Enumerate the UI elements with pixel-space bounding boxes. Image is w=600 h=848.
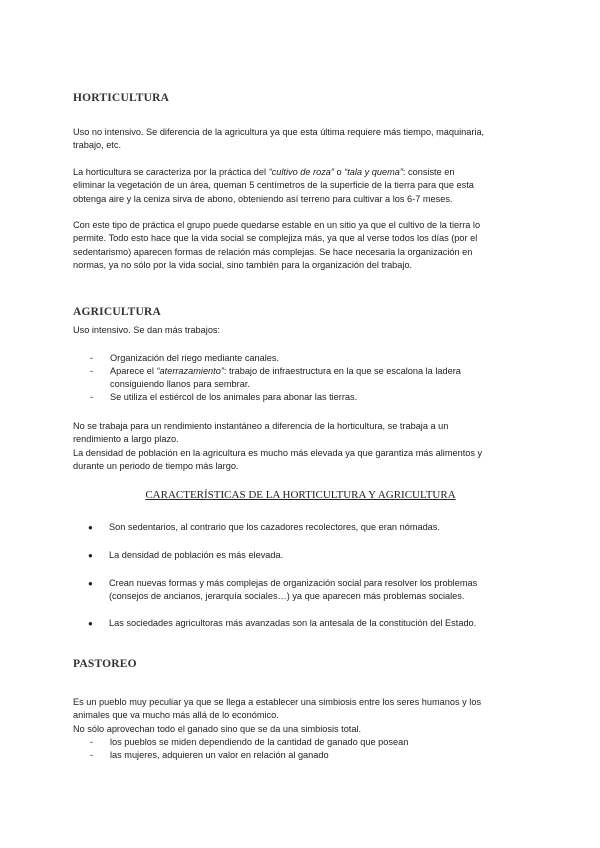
bullet-marker: ● <box>88 523 93 532</box>
text-line: obtenga aire y la ceniza sirva de abono, obteniendo así terreno para cultivar a los 6-7 meses. <box>73 193 453 204</box>
text-line: Es un pueblo muy peculiar ya que se llega a establecer una simbiosis entre los seres humanos y los <box>73 697 482 707</box>
list-item-text: Organización del riego mediante canales. <box>110 353 280 363</box>
list-item-text <box>109 577 529 604</box>
dash-marker: - <box>90 737 94 747</box>
list-item-text: los pueblos se miden dependiendo de la cantidad de ganado que posean <box>110 737 409 747</box>
bullet-marker: ● <box>88 619 93 628</box>
text-segment: Aparece el <box>110 366 157 376</box>
list-item-text: Son sedentarios, al contrario que los cazadores recolectores, que eran nómadas. <box>109 522 440 532</box>
heading-caracteristicas: CARACTERÍSTICAS DE LA HORTICULTURA Y AGRICULTURA <box>145 489 456 501</box>
text-segment: : consiste en <box>402 167 455 177</box>
dash-marker: - <box>90 366 94 376</box>
heading-pastoreo: PASTOREO <box>73 658 137 670</box>
list-item-text: Las sociedades agricultoras más avanzadas son la antesala de la constitución del Estado. <box>109 618 477 628</box>
list-item-text: Se utiliza el estiércol de los animales para abonar las tierras. <box>110 392 358 402</box>
agricultura-intro <box>73 324 528 337</box>
text-line: No sólo aprovechan todo el ganado sino que se da una simbiosis total. <box>73 723 362 734</box>
dash-marker: - <box>90 750 94 760</box>
text-line: trabajo, etc. <box>73 140 122 151</box>
text-line: Uso intensivo. Se dan más trabajos: <box>73 325 221 335</box>
text-segment: o <box>333 167 345 177</box>
list-item-text: La densidad de población es más elevada. <box>109 550 284 560</box>
text-segment: La horticultura se caracteriza por la práctica del <box>73 167 269 177</box>
text-line: Crean nuevas formas y más complejas de organización social para resolver los problemas <box>109 578 478 588</box>
bullet-marker: ● <box>88 551 93 560</box>
list-item-text <box>110 365 520 392</box>
horticultura-paragraph-2 <box>73 166 528 206</box>
text-line: consiguiendo llanos para sembrar. <box>110 379 250 390</box>
text-line: No se trabaja para un rendimiento instantáneo a diferencia de la horticultura, se trabaja a un <box>73 421 449 431</box>
bullet-marker: ● <box>88 579 93 588</box>
dash-marker: - <box>90 392 94 402</box>
text-line: durante un periodo de tiempo más largo. <box>73 460 239 471</box>
text-line: rendimiento a largo plazo. <box>73 434 179 445</box>
horticultura-paragraph-3 <box>73 219 528 272</box>
italic-term-tala-y-quema: “tala y quema” <box>344 167 403 177</box>
italic-term-cultivo-de-roza: “cultivo de roza” <box>268 167 334 177</box>
dash-marker: - <box>90 353 94 363</box>
list-item-text: las mujeres, adquieren un valor en relación al ganado <box>110 750 329 760</box>
text-line: normas, ya no sólo por la vida social, sino también para la organización del trabajo. <box>73 259 413 270</box>
text-line: animales que va mucho más allá de lo económico. <box>73 710 279 721</box>
text-line: (consejos de ancianos, jerarquía sociales…) ya que aparecen más problemas sociales. <box>109 591 465 602</box>
agricultura-paragraph-2 <box>73 420 528 473</box>
text-segment: : trabajo de infraestructura en la que se escalona la ladera <box>223 366 461 376</box>
text-line <box>110 365 520 378</box>
heading-agricultura: AGRICULTURA <box>73 306 162 318</box>
text-line: sedentarismo) aparecen formas de relación más complejas. Se hace necesaria la organización en <box>73 246 473 257</box>
text-line: eliminar la vegetación de un área, queman 5 centímetros de la superficie de la tierra para que esta <box>73 180 474 191</box>
italic-term-aterrazamiento: “aterrazamiento” <box>156 366 224 376</box>
text-line: permite. Todo esto hace que la vida social se complejiza más, ya que al verse todos los días (por el <box>73 233 478 244</box>
pastoreo-paragraph-1 <box>73 696 528 736</box>
horticultura-paragraph-1 <box>73 126 528 153</box>
text-line: Uso no intensivo. Se diferencia de la agricultura ya que esta última requiere más tiempo, maquinaria, <box>73 127 485 137</box>
text-line <box>73 166 528 179</box>
text-line: La densidad de población en la agricultura es mucho más elevada ya que garantiza más alimentos y <box>73 447 483 458</box>
text-line: Con este tipo de práctica el grupo puede quedarse estable en un sitio ya que el cultivo de la tierra lo <box>73 220 481 230</box>
heading-horticultura: HORTICULTURA <box>73 92 170 104</box>
